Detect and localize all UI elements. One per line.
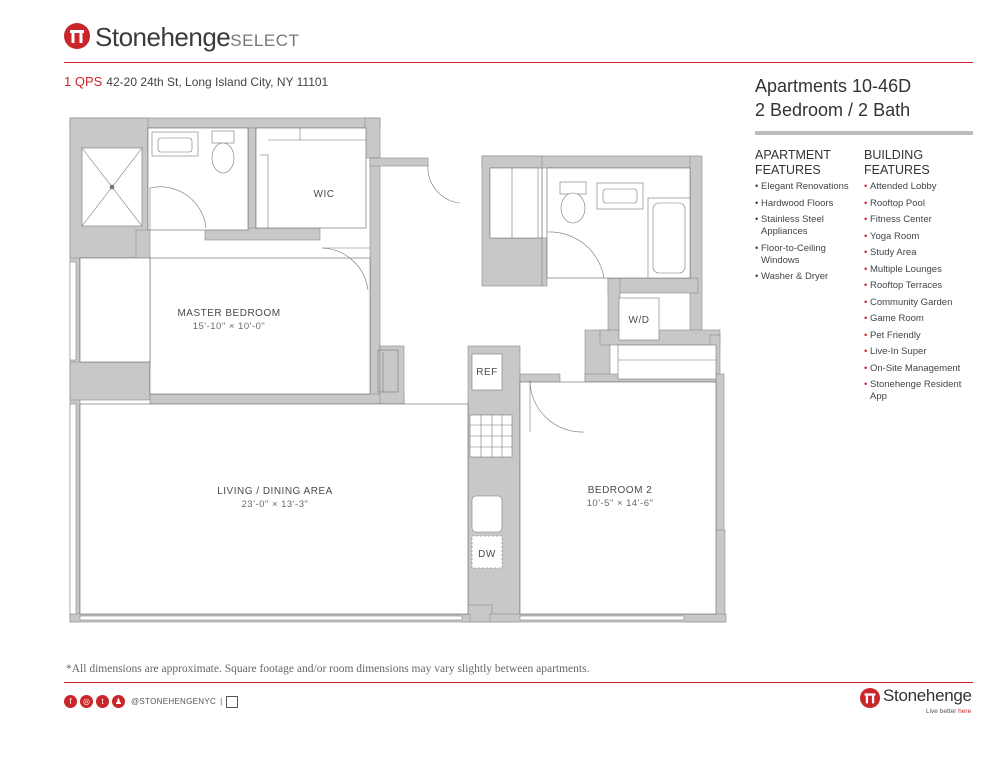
list-item: • Attended Lobby bbox=[864, 181, 972, 193]
apartment-features-list bbox=[755, 181, 855, 283]
brand-word: Stonehenge bbox=[95, 22, 231, 52]
heading-line: FEATURES bbox=[755, 163, 821, 177]
footnote: *All dimensions are approximate. Square footage and/or room dimensions may vary slightly between apartments. bbox=[66, 663, 590, 675]
heading-line: APARTMENT bbox=[755, 148, 831, 162]
list-item: • Fitness Center bbox=[864, 214, 972, 226]
bedroom2-dims: 10'-5" × 14'-6" bbox=[586, 498, 654, 509]
snapchat-icon[interactable]: ♟ bbox=[112, 695, 125, 708]
list-item: • Game Room bbox=[864, 313, 972, 325]
apartment-features bbox=[755, 148, 855, 288]
list-item: • On-Site Management bbox=[864, 363, 972, 375]
floor-plan bbox=[60, 112, 730, 632]
list-item: • Live-In Super bbox=[864, 346, 972, 358]
handle-separator: | bbox=[220, 697, 223, 707]
sink-icon bbox=[472, 496, 502, 532]
tagline bbox=[926, 708, 971, 715]
list-item: • Rooftop Terraces bbox=[864, 280, 972, 292]
heading-line: FEATURES bbox=[864, 163, 930, 177]
toilet-tank bbox=[560, 182, 586, 194]
equal-housing-icon bbox=[226, 696, 238, 708]
shower-icon bbox=[82, 148, 142, 226]
list-item: • Floor-to-Ceiling Windows bbox=[755, 243, 841, 267]
dw-label: DW bbox=[478, 549, 496, 560]
apartment-features-heading bbox=[755, 148, 855, 178]
brand-name bbox=[95, 22, 299, 53]
address-code: 1 QPS bbox=[64, 74, 103, 89]
facebook-icon[interactable]: f bbox=[64, 695, 77, 708]
list-item: • Pet Friendly bbox=[864, 330, 972, 342]
social-links bbox=[64, 693, 238, 707]
apartment-title: Apartments 10-46D bbox=[755, 76, 912, 96]
building-features-list bbox=[864, 181, 972, 403]
footer-rule bbox=[64, 682, 973, 683]
master-bedroom-alcove bbox=[80, 258, 150, 362]
instagram-icon[interactable]: ◎ bbox=[80, 695, 93, 708]
master-bedroom-label: MASTER BEDROOM bbox=[177, 308, 281, 319]
list-item: • Washer & Dryer bbox=[755, 271, 855, 283]
address-text: 42-20 24th St, Long Island City, NY 11101 bbox=[106, 75, 329, 89]
list-item: • Stonehenge Resident App bbox=[864, 379, 970, 403]
building-features-heading bbox=[864, 148, 964, 178]
footer-brand: Stonehenge bbox=[883, 686, 972, 705]
list-item: • Hardwood Floors bbox=[755, 198, 855, 210]
master-bedroom-dims: 15'-10" × 10'-0" bbox=[192, 321, 266, 332]
toilet-icon bbox=[561, 193, 585, 223]
building-features bbox=[864, 148, 972, 408]
social-handle[interactable]: @STONEHENGENYC bbox=[131, 697, 217, 707]
living-dims: 23'-0" × 13'-3" bbox=[241, 499, 309, 510]
list-item: • Stainless Steel Appliances bbox=[755, 214, 831, 238]
washer-dryer bbox=[619, 298, 659, 340]
title-divider bbox=[755, 131, 973, 135]
list-item: • Study Area bbox=[864, 247, 972, 259]
list-item: • Elegant Renovations bbox=[755, 181, 855, 193]
list-item: • Rooftop Pool bbox=[864, 198, 972, 210]
address-line bbox=[64, 74, 328, 89]
brand-suffix: SELECT bbox=[230, 31, 300, 50]
bedroom2-label: BEDROOM 2 bbox=[587, 485, 653, 496]
stonehenge-logo-icon bbox=[64, 23, 90, 49]
twitter-icon[interactable]: t bbox=[96, 695, 109, 708]
stonehenge-logo-icon bbox=[860, 688, 880, 708]
bedroom2-closet bbox=[618, 345, 716, 379]
list-item: • Multiple Lounges bbox=[864, 264, 972, 276]
tagline-text: Live better bbox=[926, 708, 959, 715]
wd-label: W/D bbox=[628, 315, 650, 326]
sink-icon bbox=[152, 132, 198, 156]
apartment-subtitle: 2 Bedroom / 2 Bath bbox=[755, 100, 911, 120]
wic-label: WIC bbox=[313, 189, 335, 200]
toilet-icon bbox=[212, 131, 234, 173]
living-label: LIVING / DINING AREA bbox=[217, 486, 333, 497]
wic-floor bbox=[256, 128, 366, 228]
tagline-accent: here bbox=[958, 708, 972, 715]
list-item: • Yoga Room bbox=[864, 231, 972, 243]
header-rule bbox=[64, 62, 973, 63]
heading-line: BUILDING bbox=[864, 148, 924, 162]
list-item: • Community Garden bbox=[864, 297, 972, 309]
ref-label: REF bbox=[476, 367, 498, 378]
